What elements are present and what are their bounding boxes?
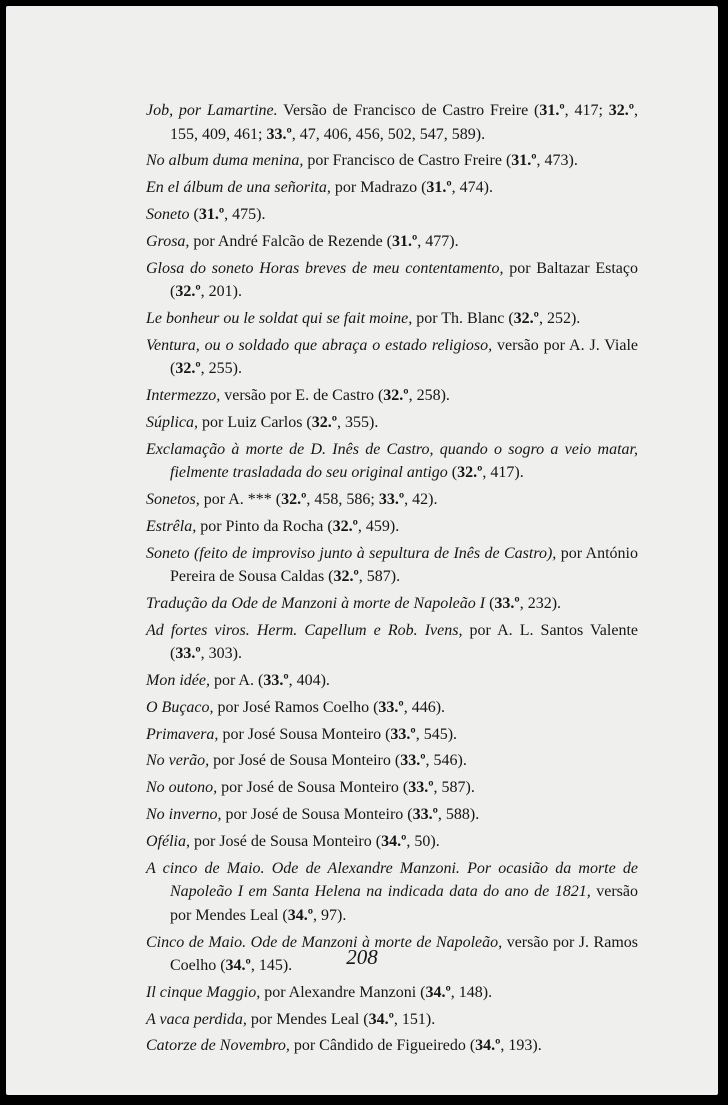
index-entry (146, 776, 638, 800)
entry-text: por José de Sousa Monteiro ( (209, 752, 401, 770)
entry-text: , 258). (408, 387, 450, 405)
entry-title: Mon idée, (146, 672, 210, 690)
entry-title: Estrêla, (146, 517, 197, 535)
entry-title: Tradução da Ode de Manzoni à morte de Napoleão I (146, 594, 486, 612)
entry-text: , 477). (417, 232, 459, 250)
entry-text: , 587). (433, 779, 475, 797)
entry-text: , 97). (313, 906, 347, 924)
volume-number: 34.º (425, 983, 451, 1001)
entry-text: por Baltazar Estaço ( (170, 259, 639, 301)
volume-number: 34.º (475, 1037, 501, 1055)
entry-text: , 145). (250, 957, 293, 975)
entry-title: Ventura, ou o soldado que abraça o estado religioso, (146, 336, 493, 354)
volume-number: 32.º (608, 102, 634, 119)
entry-text: , 459). (357, 517, 400, 535)
volume-number: 31.º (198, 205, 225, 223)
entry-title: Cinco de Maio. Ode de Manzoni à morte de Napoleão, (146, 933, 503, 951)
index-entry (146, 99, 638, 146)
entry-text: por Cândido de Figueiredo ( (289, 1037, 476, 1055)
entry-text: por José de Sousa Monteiro ( (217, 779, 409, 797)
entry-text: , 446). (403, 698, 446, 716)
volume-number: 33.º (175, 645, 201, 663)
index-entry (146, 203, 638, 227)
entry-text: Versão de Francisco de Castro Freire ( (277, 102, 540, 119)
entry-text: , 588). (437, 805, 480, 823)
entry-text: ( (447, 464, 458, 482)
volume-number: 34.º (381, 832, 407, 850)
index-entry (146, 669, 638, 693)
volume-number: 32.º (457, 464, 483, 482)
entry-title: Catorze de Novembro, (146, 1037, 290, 1055)
index-entry (146, 857, 638, 928)
index-entry (146, 1008, 638, 1032)
volume-number: 34.º (225, 957, 251, 975)
entry-text: , 255). (200, 360, 242, 378)
entry-title: Súplica, (146, 413, 198, 431)
volume-number: 31.º (426, 179, 452, 197)
entry-title: A cinco de Maio. Ode de Alexandre Manzoni. Por ocasião da morte de Napoleão I em Santa Helena na indicada data do ano de 1821, (146, 859, 638, 901)
entry-text: versão por J. Ramos Coelho ( (170, 933, 639, 975)
entry-text: ( (189, 205, 199, 223)
entry-text: por Alexandre Manzoni ( (260, 983, 426, 1001)
entry-text: , 193). (500, 1037, 542, 1055)
entry-text: , 545). (415, 725, 458, 743)
entry-title: Ad fortes viros. Herm. Capellum e Rob. Ivens, (146, 621, 463, 639)
index-entry (146, 176, 638, 200)
entry-text: por Madrazo ( (330, 179, 427, 197)
volume-number: 32.º (332, 517, 358, 535)
index-entry (146, 1034, 638, 1058)
index-entry (146, 723, 638, 747)
index-entry (146, 149, 638, 173)
volume-number: 32.º (333, 568, 359, 586)
entry-title: Intermezzo, (146, 387, 221, 405)
entry-text: , 201). (200, 283, 242, 301)
volume-number: 32.º (311, 413, 338, 431)
index-entry (146, 307, 638, 331)
entry-text: por Mendes Leal ( (246, 1010, 369, 1028)
entry-text: , 47, 406, 456, 502, 547, 589). (291, 125, 486, 143)
volume-number: 34.º (287, 906, 314, 924)
entry-text: por A. *** ( (199, 490, 282, 508)
volume-number: 31.º (539, 102, 565, 119)
entry-text: , 474). (451, 179, 493, 197)
entry-title: En el álbum de una señorita, (146, 179, 331, 197)
volume-number: 32.º (281, 490, 307, 508)
volume-number: 32.º (175, 283, 201, 301)
volume-number: 33.º (412, 805, 438, 823)
index-entry (146, 619, 638, 666)
index-entry (146, 592, 638, 616)
book-page (6, 6, 718, 1095)
entry-text: por Th. Blanc ( (412, 309, 514, 327)
index-entry (146, 384, 638, 408)
entry-text: por Pinto da Rocha ( (196, 517, 333, 535)
volume-number: 33.º (408, 779, 434, 797)
entry-title: No inverno, (146, 805, 222, 823)
index-entry (146, 411, 638, 435)
entry-title: No outono, (146, 779, 218, 797)
entry-title: Exclamação à morte de D. Inês de Castro, quando o sogro a veio matar, fielmente trasladada do seu original antigo (146, 440, 638, 482)
page-number: 208 (346, 945, 378, 969)
index-entry (146, 981, 638, 1005)
index-entry (146, 257, 638, 304)
entry-text: por Francisco de Castro Freire ( (303, 152, 512, 170)
volume-number: 31.º (392, 232, 418, 250)
entry-title: A vaca perdida, (146, 1010, 247, 1028)
entry-title: Ofélia, (146, 832, 190, 850)
entry-title: Job, por Lamartine. (146, 102, 278, 119)
entry-text: ( (485, 594, 495, 612)
entry-title: O Buçaco, (146, 698, 214, 716)
volume-number: 34.º (368, 1010, 394, 1028)
entry-title: Glosa do soneto Horas breves de meu contentamento, (146, 259, 504, 277)
index-entry (146, 803, 638, 827)
entry-text: , 151). (393, 1010, 436, 1028)
entry-text: versão por A. J. Viale ( (170, 336, 638, 378)
entry-text: , 42). (404, 490, 438, 508)
entry-text: por Luiz Carlos ( (198, 413, 312, 431)
entry-text: , 417; (564, 102, 609, 119)
volume-number: 33.º (378, 698, 404, 716)
volume-number: 33.º (494, 594, 520, 612)
volume-number: 32.º (513, 309, 539, 327)
entry-text: por André Falcão de Rezende ( (189, 232, 393, 250)
index-entry (146, 696, 638, 720)
index-entry (146, 334, 638, 381)
index-entry (146, 515, 638, 539)
entry-text: por José de Sousa Monteiro ( (221, 805, 413, 823)
entry-text: , 546). (425, 752, 467, 770)
entry-title: Sonetos, (146, 490, 200, 508)
entry-title: Primavera, (146, 725, 219, 743)
index-entry (146, 230, 638, 254)
entry-text: , 458, 586; (306, 490, 379, 508)
entry-title: No verão, (146, 752, 210, 770)
index-entry (146, 488, 638, 512)
entry-title: Soneto (146, 205, 190, 223)
entry-title: Grosa, (146, 232, 190, 250)
entry-text: , 155, 409, 461; (170, 102, 638, 143)
volume-number: 33.º (263, 672, 289, 690)
index-entry (146, 542, 638, 589)
volume-number: 32.º (383, 387, 409, 405)
entry-text: , 355). (337, 413, 379, 431)
index-entry (146, 438, 638, 485)
entry-text: , 252). (538, 309, 581, 327)
entry-text: , 417). (482, 464, 524, 482)
volume-number: 33.º (390, 725, 416, 743)
volume-number: 33.º (400, 752, 426, 770)
volume-number: 31.º (511, 152, 537, 170)
index-entry (146, 830, 638, 854)
entry-text: por A. ( (209, 672, 264, 690)
entry-text: , 303). (200, 645, 242, 663)
volume-number: 32.º (175, 360, 201, 378)
entry-title: Il cinque Maggio, (146, 983, 261, 1001)
entry-text: , 404). (288, 672, 330, 690)
volume-number: 33.º (378, 490, 405, 508)
index-entry (146, 749, 638, 773)
entry-title: No album duma menina, (146, 152, 304, 170)
entry-text: , 587). (358, 568, 401, 586)
entry-text: por A. L. Santos Valente ( (170, 621, 638, 663)
entry-text: por José Ramos Coelho ( (213, 698, 379, 716)
entry-text: por José Sousa Monteiro ( (218, 725, 391, 743)
entry-text: , 50). (406, 832, 440, 850)
entry-title: Le bonheur ou le soldat qui se fait moine, (146, 309, 413, 327)
entry-text: , 148). (450, 983, 493, 1001)
volume-number: 33.º (266, 125, 292, 143)
entry-text: por António Pereira de Sousa Caldas ( (170, 544, 638, 586)
entry-text: versão por Mendes Leal ( (170, 883, 638, 924)
entry-text: , 473). (536, 152, 578, 170)
entry-text: por José de Sousa Monteiro ( (190, 832, 382, 850)
entry-text: , 232). (519, 594, 562, 612)
entry-text: versão por E. de Castro ( (220, 387, 384, 405)
index-entries (146, 99, 638, 1061)
entry-text: , 475). (224, 205, 266, 223)
entry-title: Soneto (feito de improviso junto à sepultura de Inês de Castro), (146, 544, 557, 562)
